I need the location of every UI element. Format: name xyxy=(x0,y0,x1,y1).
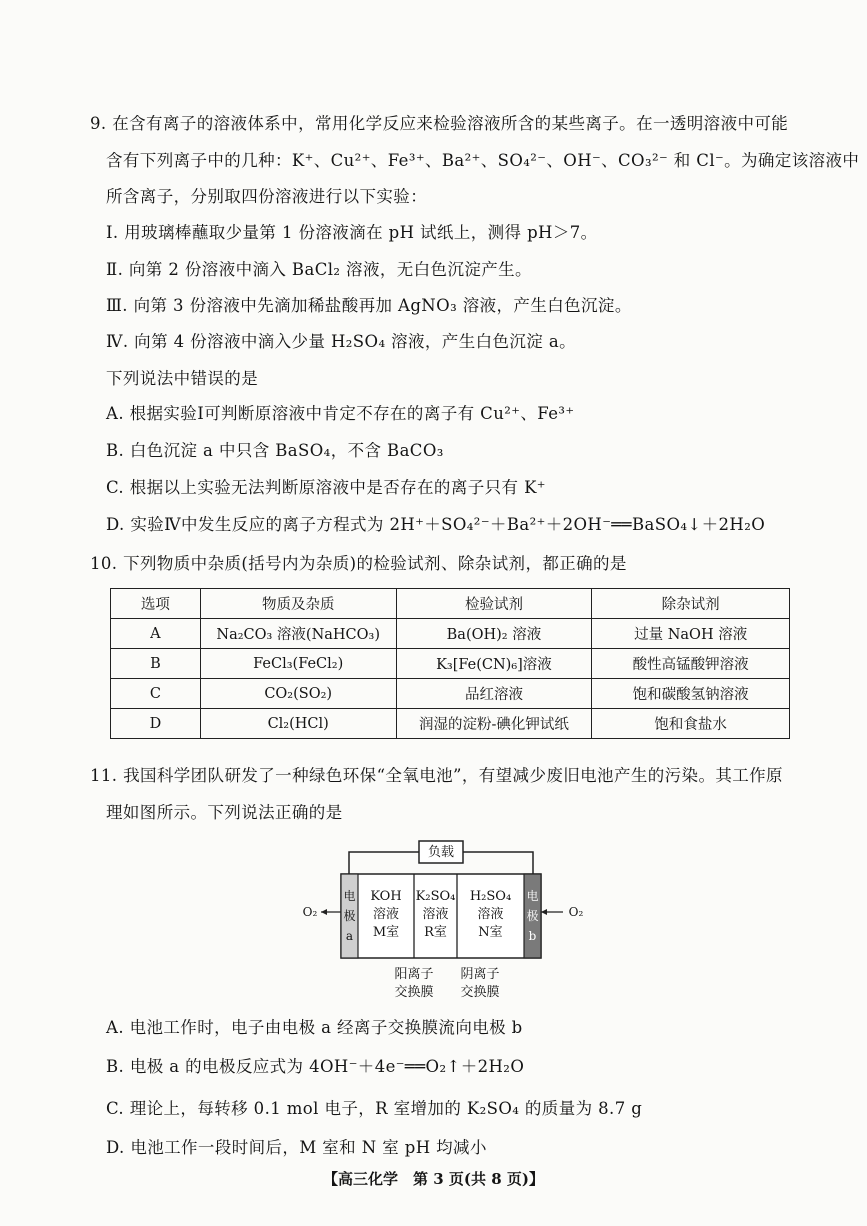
chamber-m-name: M室 xyxy=(372,925,400,940)
table-row xyxy=(111,619,790,649)
chamber-n-solute: H₂SO₄ xyxy=(469,889,512,904)
electrode-a-char: 极 xyxy=(343,909,356,923)
battery-diagram xyxy=(295,838,595,1008)
cation-membrane-line: 阳离子 xyxy=(394,967,434,982)
cation-membrane-line: 交换膜 xyxy=(394,985,434,1000)
table-cell: Ba(OH)₂ 溶液 xyxy=(396,619,592,649)
load-label: 负载 xyxy=(427,845,454,860)
table-cell: Cl₂(HCl) xyxy=(200,709,396,739)
electrode-a-char: 电 xyxy=(343,889,356,903)
q11-stem-line2: 理如图所示。下列说法正确的是 xyxy=(106,803,343,822)
q10-table xyxy=(110,588,790,739)
q11-option-d: D. 电池工作一段时间后，M 室和 N 室 pH 均减小 xyxy=(106,1138,487,1157)
electrode-b xyxy=(524,886,541,946)
table-cell: FeCl₃(FeCl₂) xyxy=(200,649,396,679)
table-cell: 品红溶液 xyxy=(396,679,592,709)
q9-option-b: B. 白色沉淀 a 中只含 BaSO₄，不含 BaCO₃ xyxy=(106,441,444,460)
table-cell: 润湿的淀粉-碘化钾试纸 xyxy=(396,709,592,739)
table-cell: 酸性高锰酸钾溶液 xyxy=(592,649,790,679)
table-cell: B xyxy=(111,649,201,679)
electrode-a xyxy=(341,886,358,946)
q11-option-c: C. 理论上，每转移 0.1 mol 电子，R 室增加的 K₂SO₄ 的质量为 8.7 g xyxy=(106,1099,643,1118)
chamber-n xyxy=(457,888,524,942)
table-cell: CO₂(SO₂) xyxy=(200,679,396,709)
header-option: 选项 xyxy=(111,589,201,619)
table-row xyxy=(111,679,790,709)
table-cell: 过量 NaOH 溶液 xyxy=(592,619,790,649)
chamber-m-solute: KOH xyxy=(370,889,402,904)
anion-membrane-line: 交换膜 xyxy=(460,985,500,1000)
header-substance: 物质及杂质 xyxy=(200,589,396,619)
q9-experiment-2: Ⅱ. 向第 2 份溶液中滴入 BaCl₂ 溶液，无白色沉淀产生。 xyxy=(106,260,532,279)
q10-stem: 10. 下列物质中杂质(括号内为杂质)的检验试剂、除杂试剂，都正确的是 xyxy=(90,554,627,573)
q9-option-a: A. 根据实验Ⅰ可判断原溶液中肯定不存在的离子有 Cu²⁺、Fe³⁺ xyxy=(106,404,575,423)
anion-membrane-line: 阴离子 xyxy=(460,967,500,982)
chamber-n-solution: 溶液 xyxy=(477,907,504,922)
electrode-b-char: 极 xyxy=(526,909,539,923)
table-cell: K₃[Fe(CN)₆]溶液 xyxy=(396,649,592,679)
electrode-a-char: a xyxy=(345,929,354,943)
table-header-row xyxy=(111,589,790,619)
table-row xyxy=(111,709,790,739)
q9-experiment-4: Ⅳ. 向第 4 份溶液中滴入少量 H₂SO₄ 溶液，产生白色沉淀 a。 xyxy=(106,332,576,351)
electrode-b-char: b xyxy=(528,929,537,943)
chamber-r-solute: K₂SO₄ xyxy=(415,889,456,904)
q9-option-d: D. 实验Ⅳ中发生反应的离子方程式为 2H⁺＋SO₄²⁻＋Ba²⁺＋2OH⁻══BaSO₄↓＋2H₂O xyxy=(106,515,766,534)
page-footer: 【高三化学 第 3 页(共 8 页)】 xyxy=(323,1170,544,1188)
electrode-b-char: 电 xyxy=(526,889,539,903)
q9-option-c: C. 根据以上实验无法判断原溶液中是否存在的离子只有 K⁺ xyxy=(106,478,546,497)
cation-membrane-label xyxy=(379,966,449,1002)
q9-stem-line3: 所含离子，分别取四份溶液进行以下实验： xyxy=(106,187,428,206)
q11-stem-line1: 11. 我国科学团队研发了一种绿色环保“全氧电池”，有望减少废旧电池产生的污染。其工作原 xyxy=(90,766,783,785)
chamber-m-solution: 溶液 xyxy=(372,907,399,922)
o2-right-label: O₂ xyxy=(568,905,584,919)
q9-experiment-3: Ⅲ. 向第 3 份溶液中先滴加稀盐酸再加 AgNO₃ 溶液，产生白色沉淀。 xyxy=(106,296,632,315)
table-cell: C xyxy=(111,679,201,709)
q9-stem-line1: 9. 在含有离子的溶液体系中，常用化学反应来检验溶液所含的某些离子。在一透明溶液中可能 xyxy=(90,114,789,133)
anion-membrane-label xyxy=(445,966,515,1002)
table-cell: 饱和碳酸氢钠溶液 xyxy=(592,679,790,709)
q11-option-a: A. 电池工作时，电子由电极 a 经离子交换膜流向电极 b xyxy=(106,1018,523,1037)
q11-option-b: B. 电极 a 的电极反应式为 4OH⁻＋4e⁻══O₂↑＋2H₂O xyxy=(106,1057,525,1076)
chamber-r xyxy=(414,888,457,942)
chamber-m xyxy=(358,888,414,942)
table-cell: D xyxy=(111,709,201,739)
q9-experiment-1: Ⅰ. 用玻璃棒蘸取少量第 1 份溶液滴在 pH 试纸上，测得 pH＞7。 xyxy=(106,223,598,242)
q9-stem-line2: 含有下列离子中的几种：K⁺、Cu²⁺、Fe³⁺、Ba²⁺、SO₄²⁻、OH⁻、CO₃²⁻ 和 Cl⁻。为确定该溶液中 xyxy=(106,151,860,170)
chamber-r-name: R室 xyxy=(424,925,447,940)
table-cell: 饱和食盐水 xyxy=(592,709,790,739)
table-row xyxy=(111,649,790,679)
table-cell: A xyxy=(111,619,201,649)
header-removal-reagent: 除杂试剂 xyxy=(592,589,790,619)
o2-left-label: O₂ xyxy=(302,905,318,919)
chamber-n-name: N室 xyxy=(478,925,503,940)
q9-question: 下列说法中错误的是 xyxy=(106,369,259,388)
table-cell: Na₂CO₃ 溶液(NaHCO₃) xyxy=(200,619,396,649)
chamber-r-solution: 溶液 xyxy=(422,907,449,922)
header-test-reagent: 检验试剂 xyxy=(396,589,592,619)
